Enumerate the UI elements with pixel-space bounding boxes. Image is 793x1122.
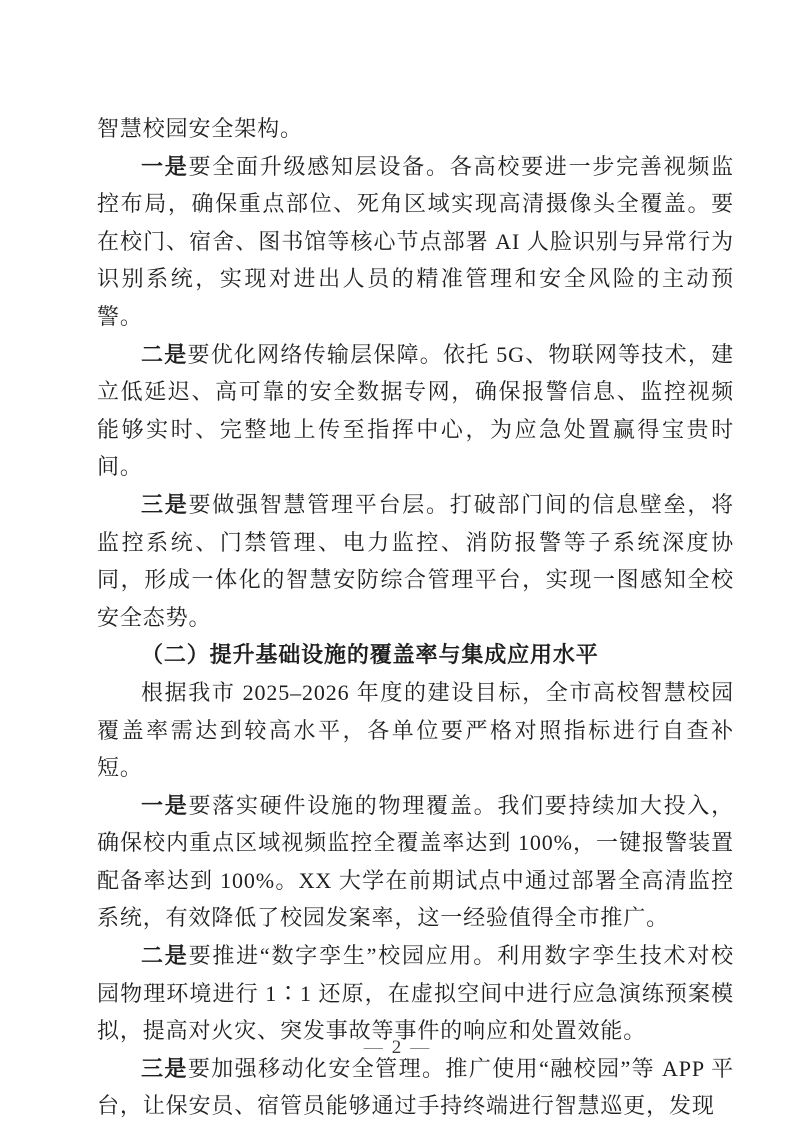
- page-number: 2: [391, 1037, 402, 1058]
- paragraph-lead: 三是: [141, 1055, 188, 1081]
- page-footer: [0, 1036, 793, 1060]
- paragraph: [97, 937, 734, 1050]
- paragraph-text: 要优化网络传输层保障。依托 5G、物联网等技术，建立低延迟、高可靠的安全数据专网，确保报警信息、监控视频能够实时、完整地上传至指挥中心，为应急处置赢得宝贵时间。: [97, 341, 734, 480]
- paragraph-text: 要落实硬件设施的物理覆盖。我们要持续加大投入，确保校内重点区域视频监控全覆盖率达到 100%，一键报警装置配备率达到 100%。XX 大学在前期试点中通过部署全高清监控系统，有效降低了校园发案率，这一经验值得全市推广。: [97, 792, 734, 931]
- section-heading-text: （二）提升基础设施的覆盖率与集成应用水平: [141, 642, 599, 668]
- paragraph-lead: 一是: [141, 153, 189, 179]
- document-body: [97, 110, 734, 1122]
- section-heading: [97, 636, 734, 674]
- paragraph: [97, 148, 734, 336]
- paragraph-lead: 二是: [141, 943, 189, 969]
- paragraph-text: 要加强移动化安全管理。推广使用“融校园”等 APP 平台，让保安员、宿管员能够通过手持终端进行智慧巡更，发现: [97, 1055, 734, 1119]
- footer-dash-left: —: [363, 1037, 383, 1058]
- paragraph: [97, 1050, 734, 1122]
- paragraph-text: 根据我市 2025–2026 年度的建设目标，全市高校智慧校园覆盖率需达到较高水平，各单位要严格对照指标进行自查补短。: [97, 679, 734, 781]
- paragraph-continuation: [97, 110, 734, 148]
- footer-dash-right: —: [410, 1037, 430, 1058]
- paragraph-text: 要推进“数字孪生”校园应用。利用数字孪生技术对校园物理环境进行 1∶1 还原，在虚拟空间中进行应急演练预案模拟，提高对火灾、突发事故等事件的响应和处置效能。: [97, 943, 735, 1044]
- paragraph-lead: 二是: [141, 341, 188, 367]
- paragraph: [97, 486, 734, 636]
- paragraph: [97, 787, 734, 937]
- paragraph: [97, 674, 734, 787]
- paragraph-lead: 三是: [141, 491, 189, 517]
- paragraph-text: 要做强智慧管理平台层。打破部门间的信息壁垒，将监控系统、门禁管理、电力监控、消防报警等子系统深度协同，形成一体化的智慧安防综合管理平台，实现一图感知全校安全态势。: [97, 491, 734, 630]
- paragraph-text: 要全面升级感知层设备。各高校要进一步完善视频监控布局，确保重点部位、死角区域实现高清摄像头全覆盖。要在校门、宿舍、图书馆等核心节点部署 AI 人脸识别与异常行为识别系统，实现对进出人员的精准管理和安全风险的主动预警。: [97, 153, 734, 329]
- paragraph-lead: 一是: [141, 792, 189, 818]
- paragraph-text: 智慧校园安全架构。: [97, 116, 303, 141]
- paragraph: [97, 336, 734, 486]
